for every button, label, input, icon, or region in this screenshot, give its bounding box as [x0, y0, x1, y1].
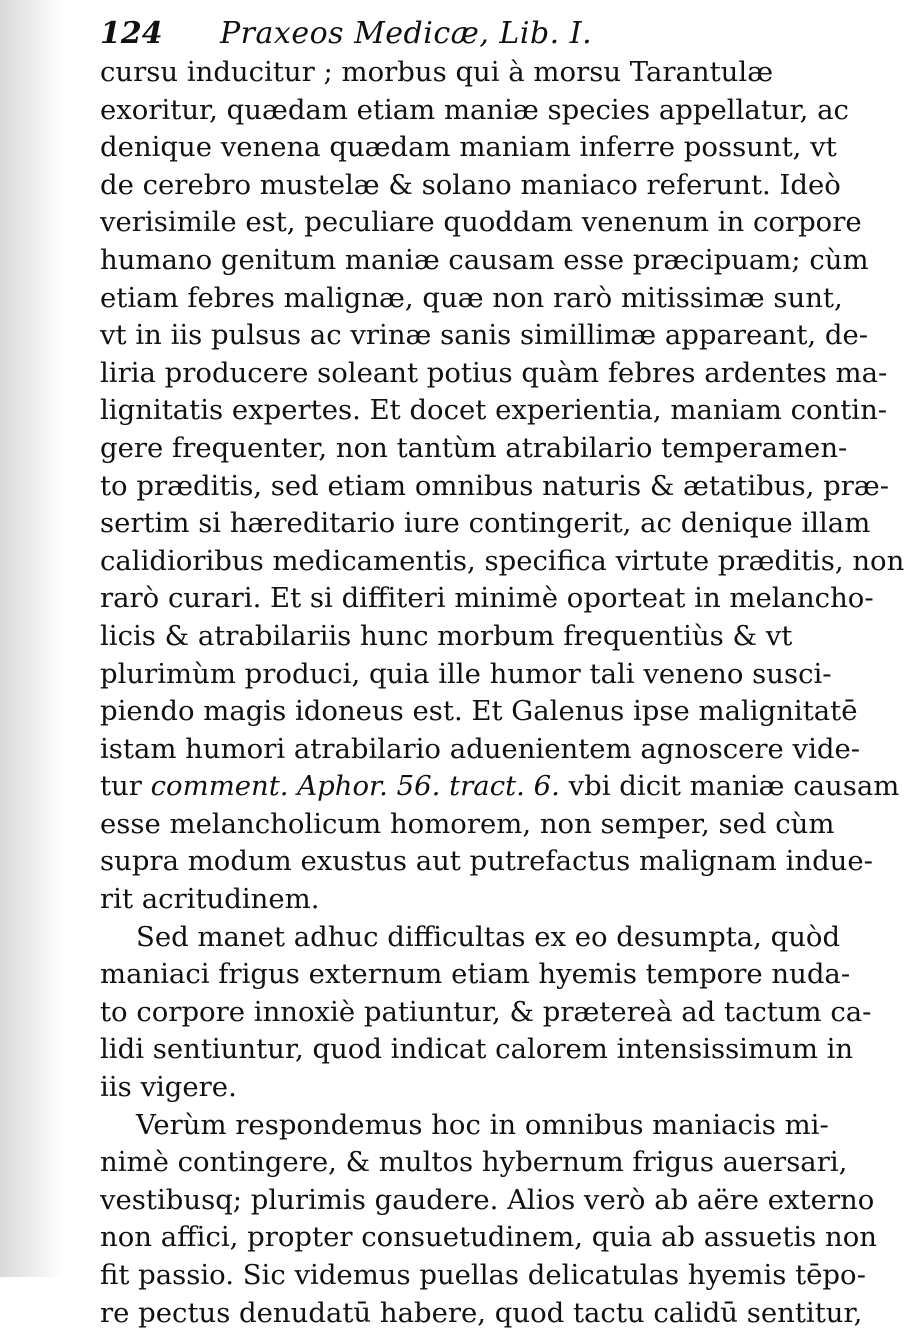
page-gutter-shadow — [0, 0, 64, 1277]
text-line: vt in iis pulsus ac vrinæ sanis simillimæ appareant, de- — [100, 319, 869, 352]
text-line-paragraph-start: Sed manet adhuc difficultas ex eo desumpta, quòd — [136, 920, 841, 953]
text-line: cursu inducitur ; morbus qui à morsu Tarantulæ — [100, 56, 774, 88]
text-line: non affici, propter consuetudinem, quia ab assuetis non — [100, 1221, 877, 1254]
text-line: to corpore innoxiè patiuntur, & prætereà ad tactum ca- — [100, 995, 872, 1028]
text-line: de cerebro mustelæ & solano maniaco referunt. Ideò — [100, 168, 841, 201]
text-line: etiam febres malignæ, quæ non rarò mitissimæ sunt, — [100, 281, 843, 314]
text-line: plurimùm produci, quia ille humor tali veneno susci- — [100, 657, 832, 690]
text-line: gere frequenter, non tantùm atrabilario temperamen- — [100, 431, 848, 464]
text-line: iis vigere. — [100, 1071, 237, 1104]
text-line-paragraph-start: Verùm respondemus hoc in omnibus maniacis mi- — [136, 1108, 829, 1141]
text-line-citation: tur comment. Aphor. 56. tract. 6. vbi dicit maniæ causam — [100, 770, 900, 803]
body-text — [100, 54, 904, 1332]
citation-reference: comment. Aphor. 56. tract. 6. — [150, 770, 560, 803]
text-line: rarò curari. Et si diffiteri minimè oporteat in melancho- — [100, 582, 874, 615]
text-line: to præditis, sed etiam omnibus naturis & ætatibus, præ- — [100, 469, 889, 502]
text-line: liria producere soleant potius quàm febres ardentes ma- — [100, 356, 888, 389]
text-line: humano genitum maniæ causam esse præcipuam; cùm — [100, 243, 869, 276]
text-line: nimè contingere, & multos hybernum frigus auersari, — [100, 1146, 848, 1179]
text-line: esse melancholicum homorem, non semper, sed cùm — [100, 807, 835, 840]
text-line: sertim si hæreditario iure contingerit, ac denique illam — [100, 507, 871, 540]
text-line: verisimile est, peculiare quoddam venenum in corpore — [100, 206, 862, 239]
text-line: re pectus denudatū habere, quod tactu calidū sentitur, — [100, 1296, 863, 1329]
running-title: Praxeos Medicæ, Lib. I. — [220, 16, 593, 51]
page-number: 124 — [100, 16, 163, 51]
text-line: exoritur, quædam etiam maniæ species appellatur, ac — [100, 93, 849, 126]
page-header — [100, 14, 758, 54]
text-line: istam humori atrabilario aduenientem agnoscere vide- — [100, 732, 861, 765]
text-line: supra modum exustus aut putrefactus malignam indue- — [100, 845, 873, 878]
text-line: calidioribus medicamentis, specifica virtute præditis, non — [100, 544, 904, 577]
text-line: lignitatis expertes. Et docet experientia, maniam contin- — [100, 394, 888, 427]
text-line: piendo magis idoneus est. Et Galenus ipse malignitatē — [100, 695, 858, 728]
text-line: fit passio. Sic videmus puellas delicatulas hyemis tēpo- — [100, 1259, 866, 1291]
text-line: denique venena quædam maniam inferre possunt, vt — [100, 131, 837, 164]
text-line: rit acritudinem. — [100, 883, 320, 916]
text-line: licis & atrabilariis hunc morbum frequentiùs & vt — [100, 619, 793, 652]
text-line: vestibusq; plurimis gaudere. Alios verò ab aëre externo — [100, 1183, 875, 1216]
text-line: lidi sentiuntur, quod indicat calorem intensissimum in — [100, 1033, 854, 1066]
text-line: maniaci frigus externum etiam hyemis tempore nuda- — [100, 958, 851, 991]
